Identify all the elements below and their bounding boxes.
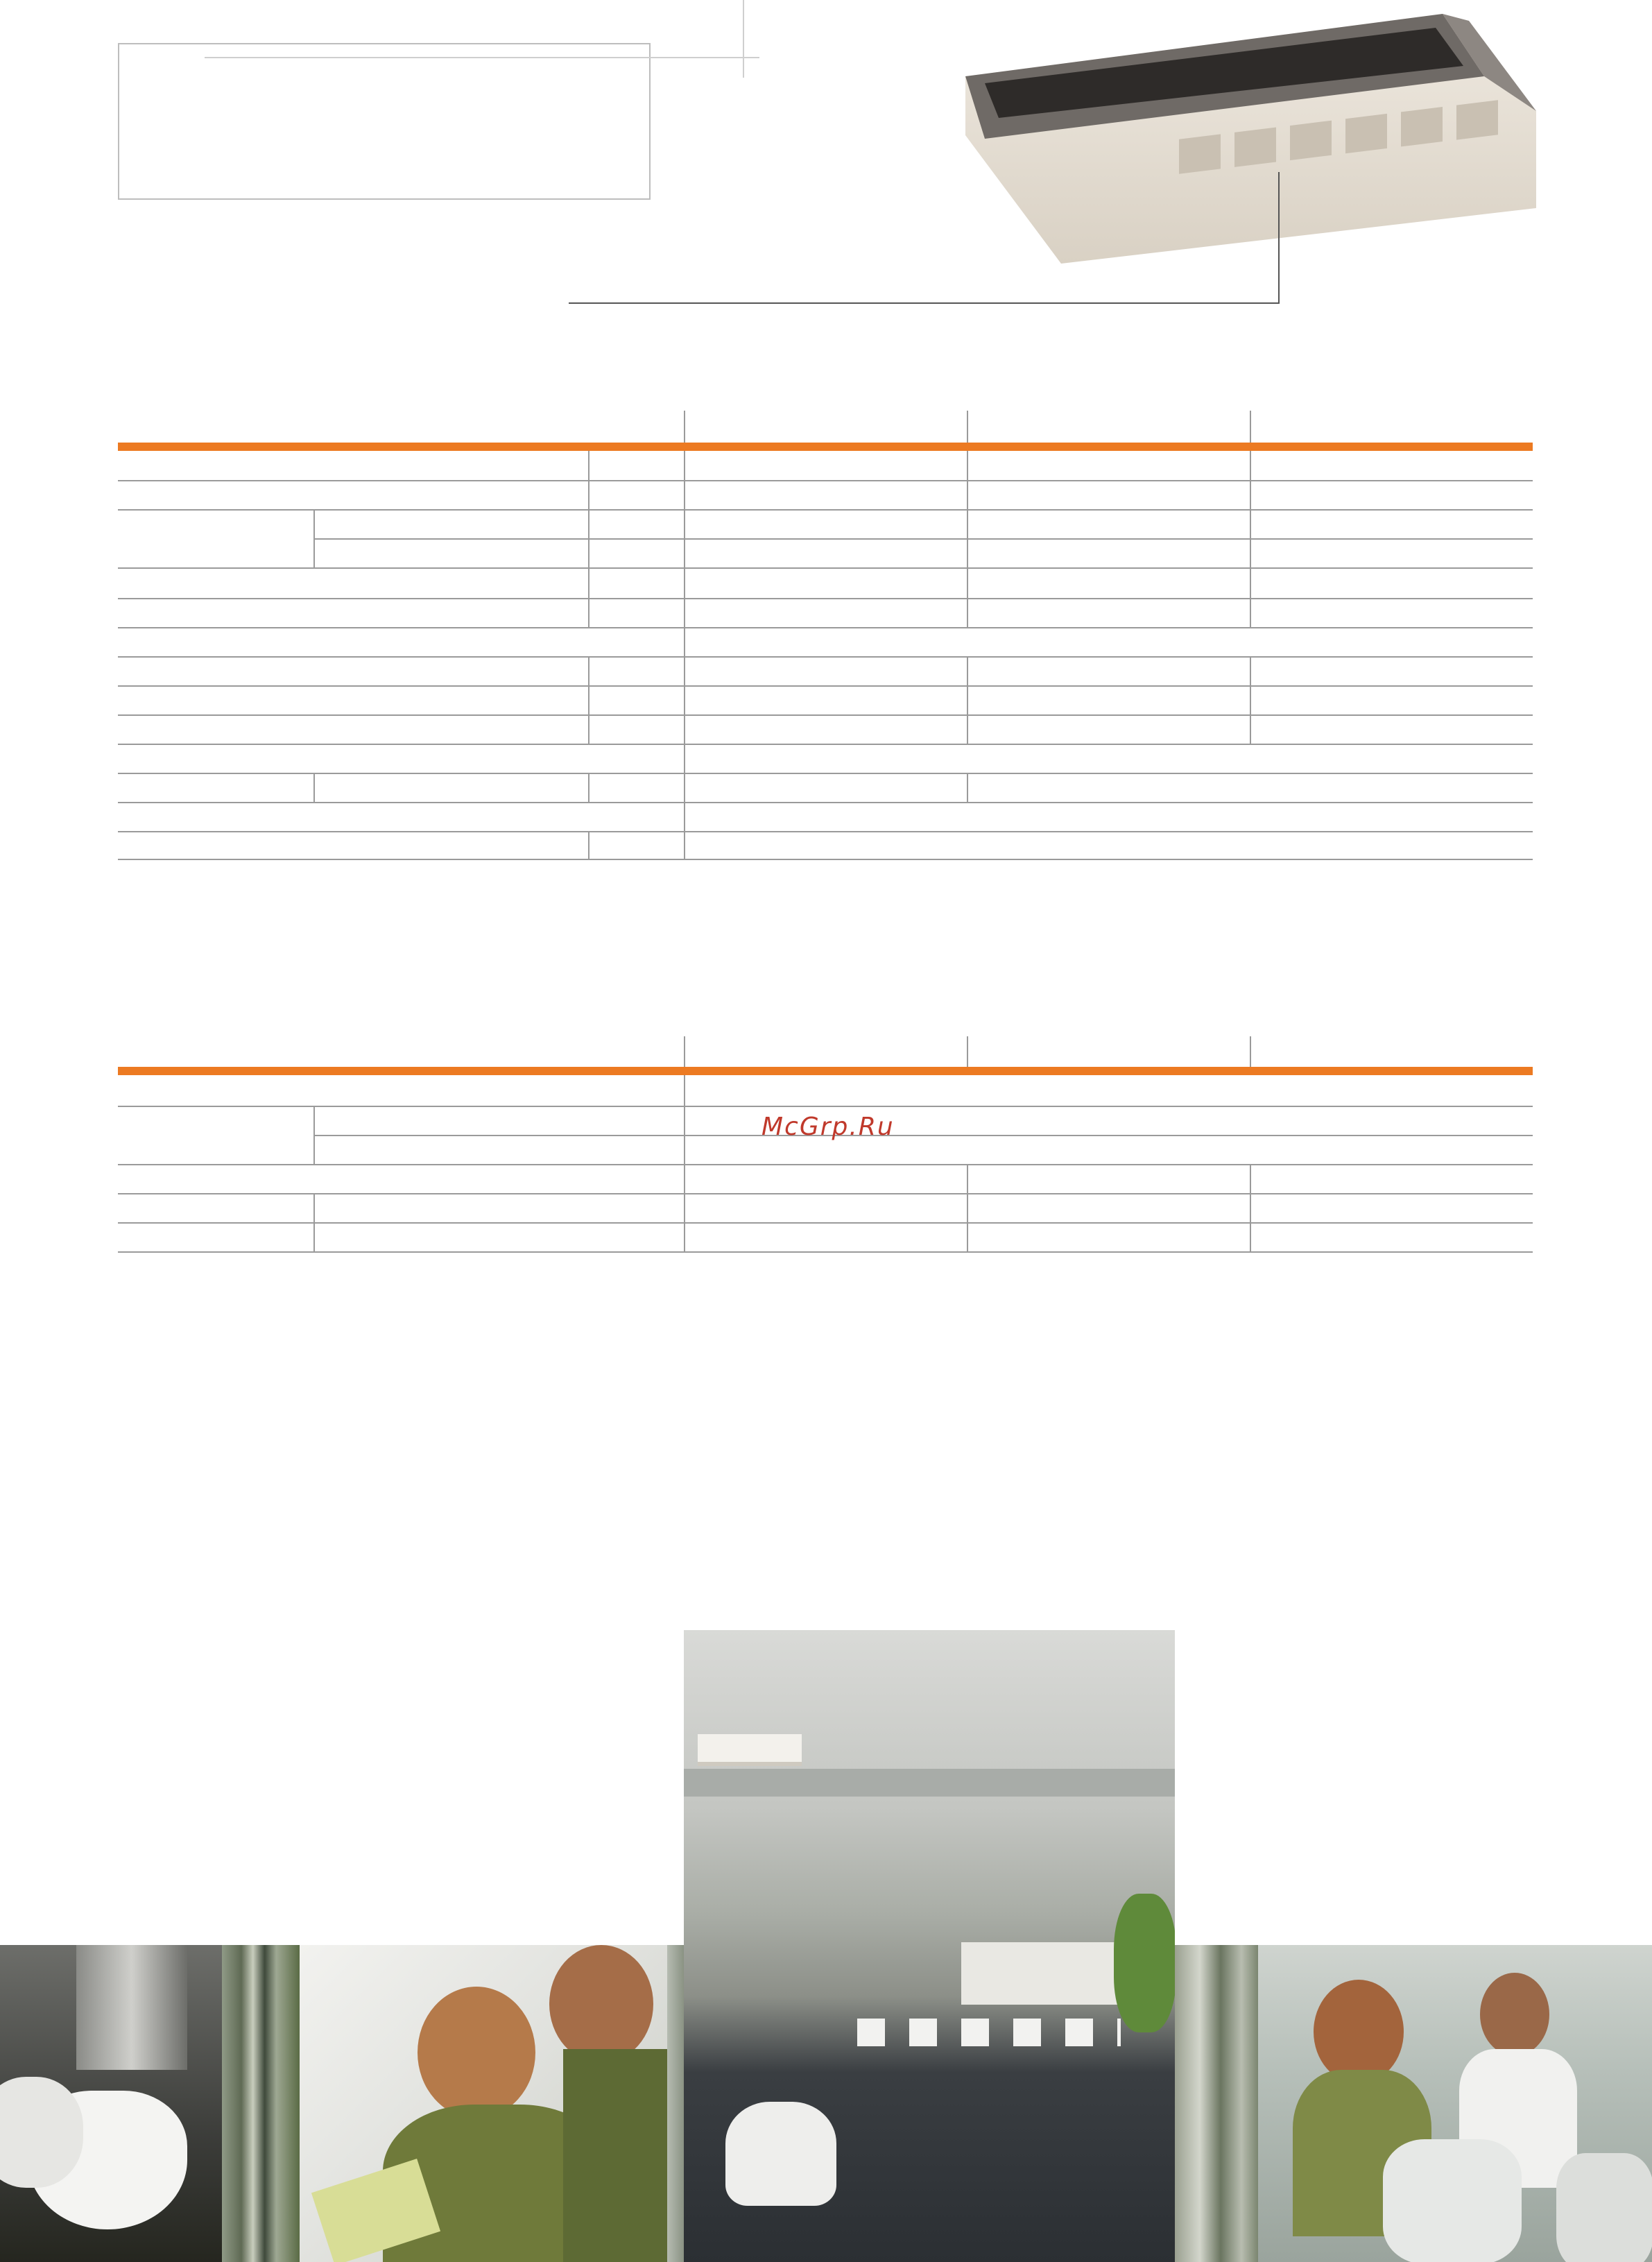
t1-row-rule	[118, 744, 1533, 745]
t1-col-divider	[588, 831, 590, 859]
chairs-row	[857, 2019, 1121, 2046]
t2-row-rule	[118, 1251, 1533, 1253]
couple-reading-photo	[300, 1945, 667, 2262]
t1-row-rule	[118, 598, 1533, 599]
t2-col-divider	[313, 1106, 315, 1164]
header-crosshair-v	[743, 0, 744, 78]
t1-row-rule	[118, 831, 1533, 832]
t1-row-rule	[118, 656, 1533, 658]
t2-col-divider	[684, 1075, 685, 1251]
woman-figure	[1314, 1980, 1404, 2084]
t2-header-divider	[684, 1036, 685, 1068]
man-body	[563, 2049, 667, 2262]
t1-header-divider	[684, 411, 685, 444]
leader-line-h	[569, 302, 1280, 304]
t1-row-rule	[118, 714, 1533, 716]
t1-row-rule	[313, 538, 1533, 540]
t2-col-divider	[967, 1164, 968, 1251]
coffee-cup-shape	[0, 2077, 83, 2188]
machine-spout	[76, 1945, 187, 2070]
chair-foreground	[725, 2102, 836, 2206]
t2-row-rule	[118, 1106, 1533, 1107]
t1-col-divider	[1250, 451, 1251, 627]
cafe-chair	[1556, 2153, 1652, 2262]
leader-line-v	[1278, 172, 1280, 304]
t2-col-divider	[1250, 1164, 1251, 1251]
t1-row-rule	[118, 802, 1533, 803]
couple-cafe-photo	[1258, 1945, 1652, 2262]
t1-col-divider	[588, 656, 590, 744]
man-figure	[1480, 1973, 1549, 2056]
header-box	[118, 43, 651, 200]
t1-col-divider	[313, 509, 315, 567]
t1-col-divider	[313, 773, 315, 802]
t1-header-divider	[967, 411, 968, 444]
t2-row-rule	[118, 1193, 1533, 1194]
t2-row-rule	[313, 1135, 1533, 1136]
t1-row-rule	[118, 509, 1533, 511]
t1-row-rule	[118, 480, 1533, 481]
t1-row-rule	[118, 685, 1533, 687]
t1-row-rule	[118, 567, 1533, 569]
t1-header-divider	[1250, 411, 1251, 444]
stripe-panel	[1175, 1945, 1258, 2262]
woman-figure	[418, 1987, 535, 2118]
t2-header-divider	[967, 1036, 968, 1068]
t1-row-rule	[118, 627, 1533, 628]
t2-col-divider	[313, 1193, 315, 1251]
man-figure	[549, 1945, 653, 2063]
ceiling-unit-in-photo	[698, 1734, 802, 1766]
t1-col-divider	[684, 451, 685, 859]
t2-row-rule	[118, 1164, 1533, 1165]
t2-orange-header-bar	[118, 1067, 1533, 1075]
office-interior-photo	[684, 1630, 1175, 2262]
plant	[1114, 1894, 1175, 2032]
t1-row-rule	[118, 773, 1533, 774]
t1-orange-header-bar	[118, 443, 1533, 451]
watermark-text: McGrp.Ru	[762, 1113, 895, 1141]
coffee-machine-photo	[0, 1945, 222, 2262]
header-crosshair-h	[205, 57, 759, 58]
t1-col-divider	[1250, 656, 1251, 744]
t1-col-divider	[967, 656, 968, 744]
t1-row-rule	[118, 859, 1533, 860]
t2-header-divider	[1250, 1036, 1251, 1068]
cafe-chair	[1383, 2139, 1522, 2262]
t1-col-divider	[967, 451, 968, 627]
ceiling-duct	[684, 1769, 1175, 1797]
t1-col-divider	[588, 451, 590, 627]
stripe-panel	[222, 1945, 300, 2262]
t1-col-divider	[967, 773, 968, 802]
ceiling-suspended-indoor-unit	[957, 0, 1554, 277]
t2-row-rule	[118, 1222, 1533, 1224]
t1-col-divider	[588, 773, 590, 802]
